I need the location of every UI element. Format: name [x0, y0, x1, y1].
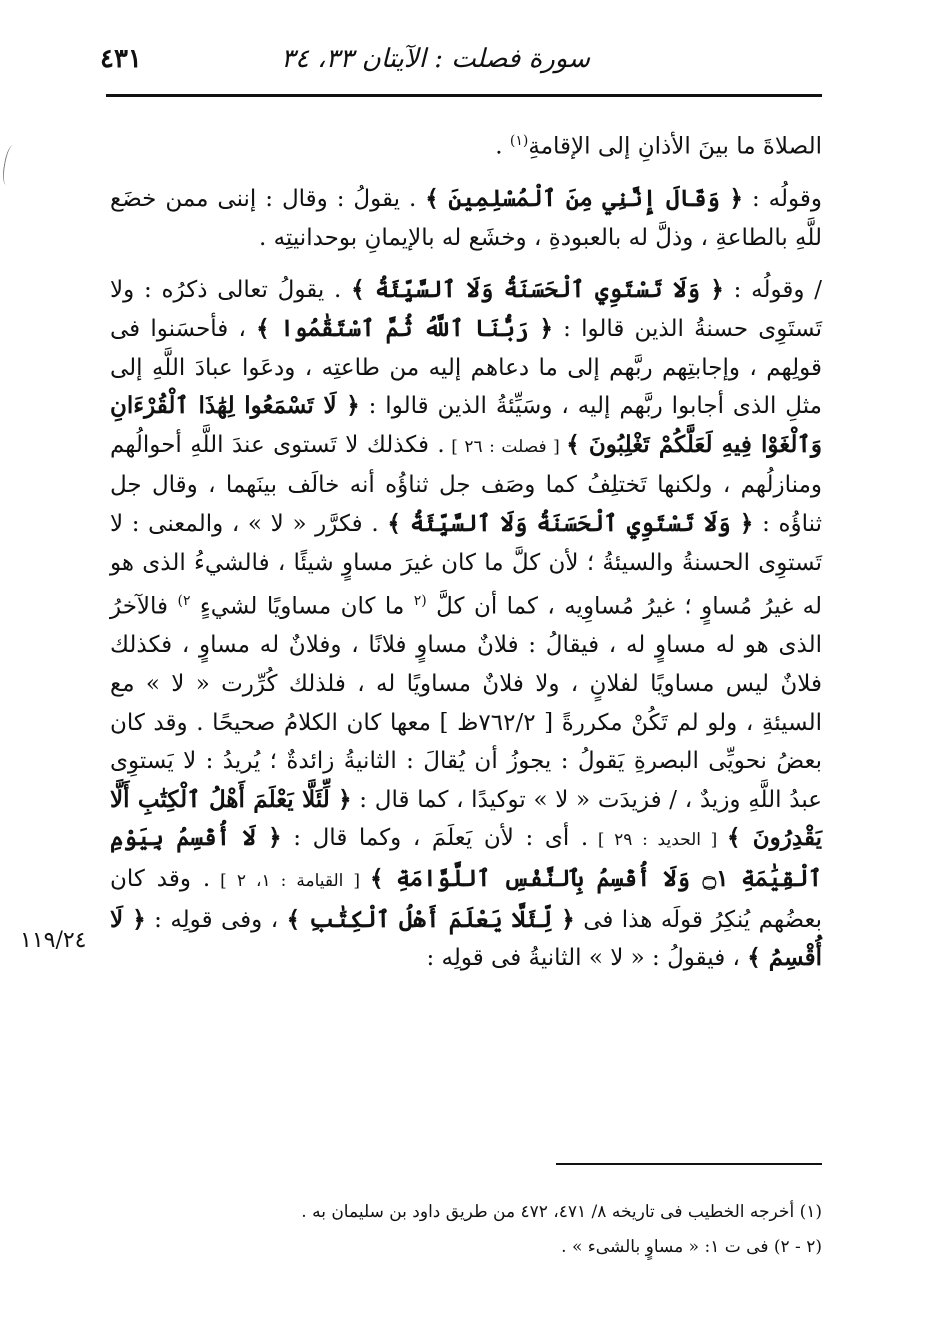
- commentary-text: فالآخرُ الذى هو له مساوٍ له ، فيقالُ : فلانٌ مساوٍ فلانًا ، وفلانٌ له مساوٍ ، فكذلك فلانٌ ليس مساويًا لفلانٍ ، ولا فلانٌ مساويًا له ، فلذلك كُرِّرت « لا » مع السيئةِ ، ولو لم تَكُنْ مكررةً [ ٧٦٢/٢ظ ] معها كان الكلامُ صحيحًا . وقد كان بعضُ نحويِّى البصرةِ يَقولُ : يجوزُ أن يُقالَ : الثانيةُ زائدةٌ ؛ يُريدُ : لا يَستوِى عبدُ اللَّهِ وزيدٌ ، / فزيدَت « لا » توكيدًا ، كما قال :: [110, 593, 822, 813]
- footnote-2: (٢ - ٢) فى ت ١: « مساوٍ بالشىء » .: [561, 1237, 822, 1257]
- commentary-text: . يقولُ تعالى ذكرُه : ولا تَستَوِى حسنةُ الذين قالوا :: [110, 277, 822, 343]
- footnote-marker-1: (١): [509, 133, 529, 149]
- quran-verse: ﴿ لِّئَلَّا يَعْلَمَ أَهْلُ ٱلْكِتَٰبِ أَلَّا يَقْدِرُونَ ﴾: [110, 785, 822, 852]
- footnotes: [110, 1195, 822, 1265]
- paragraph-1: [110, 122, 822, 166]
- margin-reference: ١١٩/٢٤: [20, 928, 87, 953]
- footnote-rule: [556, 1163, 822, 1165]
- commentary-text: . فكذلك لا تَستوى عندَ اللَّهِ أحوالُهم ومنازلُهم ، ولكنها تَختلِفُ كما وصَف جل ثناؤُه أنه خالَف بينَهما ، وقال جل ثناؤُه :: [110, 431, 822, 537]
- verse-reference: [ الحديد : ٢٩ ]: [588, 830, 728, 851]
- page-number: ٤٣١: [100, 44, 142, 74]
- commentary-text: . وقد كان بعضُهم يُنكِرُ قولَه هذا فى: [110, 866, 822, 933]
- main-text: [110, 122, 822, 978]
- commentary-text: ، فيقولُ : « لا » الثانيةُ فى قولِه :: [426, 945, 748, 972]
- commentary-text: ، فأحسَنوا فى قولِهم ، وإجابتِهم ربَّهم إلى ما دعاهم إليه من طاعتِه ، ودعَوا عبادَ اللَّهِ إلى مثلِ الذى أجابوا ربَّهم إليه ، وسَيِّئةُ الذين قالوا :: [110, 316, 822, 420]
- header-rule: [106, 94, 822, 97]
- paragraph-2-commentary: . يقولُ : وقال : إننى ممن خضَع للَّهِ بالطاعةِ ، وذلَّ له بالعبودةِ ، وخشَع له بالإيمانِ بوحدانيتِه .: [110, 186, 822, 251]
- margin-pencil-mark: [1, 144, 19, 185]
- footnote-marker-2-open: (٢: [413, 593, 427, 610]
- quran-verse: ﴿ وَلَا تَسْتَوِي ٱلْحَسَنَةُ وَلَا ٱلسَّيِّئَةُ ﴾: [387, 510, 754, 537]
- paragraph-1-tail: .: [495, 133, 510, 160]
- paragraph-2-intro: وقولُه :: [743, 186, 822, 213]
- paragraph-3: [110, 271, 822, 977]
- commentary-text: ، وفى قولِه :: [145, 906, 287, 933]
- quran-verse: ﴿ وَقَالَ إِنَّنِي مِنَ ٱلْمُسْلِمِينَ ﴾: [425, 185, 744, 213]
- footnote-marker-2-close: ٢): [177, 593, 191, 610]
- quran-verse: ﴿ رَبُّنَا ٱللَّهُ ثُمَّ ٱسْتَقَٰمُوا ﴾: [256, 315, 553, 343]
- verse-reference: [ القيامة : ١، ٢ ]: [210, 871, 371, 891]
- paragraph-3-intro: / وقولُه :: [723, 277, 822, 304]
- commentary-text: . أى : لأن يَعلَمَ ، وكما قال :: [281, 825, 589, 852]
- footnote-1: (١) أخرجه الخطيب فى تاريخه ٨/ ٤٧١، ٤٧٢ من طريق داود بن سليمان به .: [301, 1202, 822, 1222]
- verse-reference: [ فصلت : ٢٦ ]: [444, 436, 567, 457]
- paragraph-2: [110, 180, 822, 257]
- running-title: سورة فصلت : الآيتان ٣٣، ٣٤: [280, 44, 590, 74]
- commentary-text: . فكرَّر « لا » ، والمعنى : لا تَستوِى الحسنةُ والسيئةُ ؛ لأن كلَّ ما كان غيرَ مساوٍ شيئًا ، فالشيءُ الذى هو له غيرُ مُساوٍ ؛ غيرُ مُساوِيه ، كما أن كلَّ: [110, 511, 822, 620]
- quran-verse: ﴿ لِّئَلَّا يَعْلَمَ أَهْلُ ٱلْكِتَٰبِ ﴾: [286, 905, 575, 933]
- page-header: [100, 44, 820, 84]
- quran-verse: ﴿ لَا أُقْسِمُ ﴾: [110, 905, 822, 972]
- quran-verse: ﴿ لَا أُقْسِمُ بِيَوْمِ ٱلْقِيَٰمَةِ ۝١ وَلَا أُقْسِمُ بِٱلنَّفْسِ ٱللَّوَّامَةِ ﴾: [110, 824, 822, 892]
- paragraph-1-text: الصلاةَ ما بينَ الأذانِ إلى الإقامةِ: [528, 133, 822, 160]
- commentary-text: ما كان مساويًا لشيءٍ: [190, 593, 414, 620]
- quran-verse: ﴿ لَا تَسْمَعُوا لِهَٰذَا ٱلْقُرْءَانِ وَٱلْغَوْا فِيهِ لَعَلَّكُمْ تَغْلِبُونَ ﴾: [110, 392, 822, 458]
- quran-verse: ﴿ وَلَا تَسْتَوِي ٱلْحَسَنَةُ وَلَا ٱلسَّيِّئَةُ ﴾: [351, 276, 724, 304]
